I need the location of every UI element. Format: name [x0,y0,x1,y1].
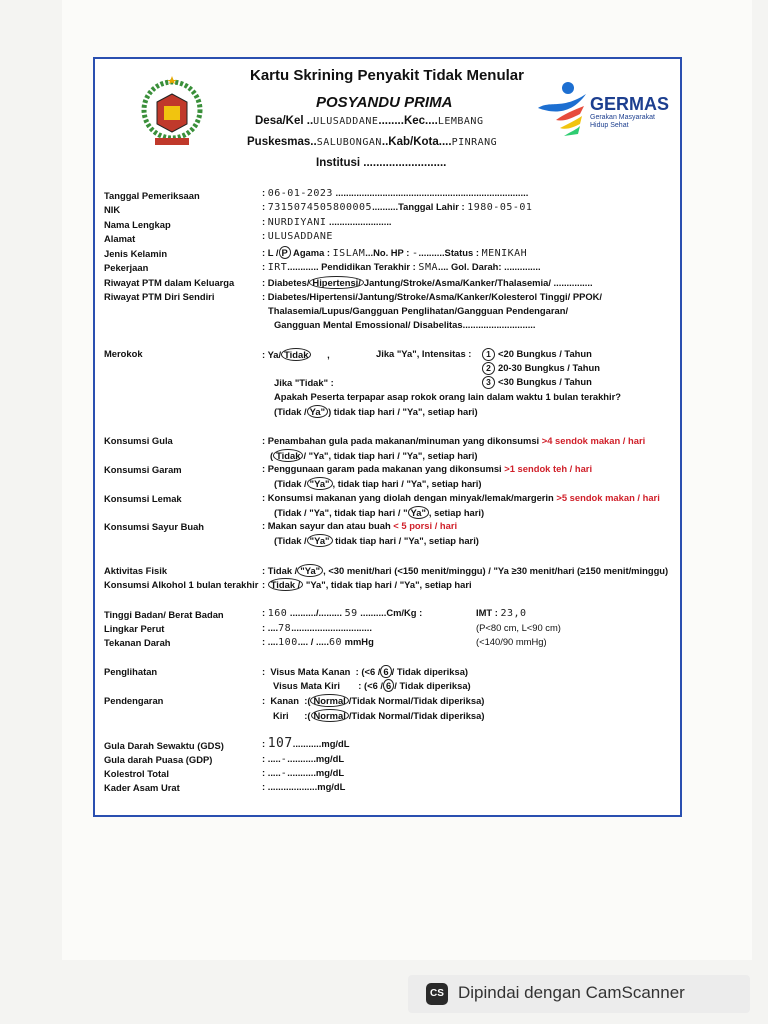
ptm-diri-line1: : Diabetes/Hipertensi/Jantung/Stroke/Asma/Kanker/Kolesterol Tinggi/ PPOK/ [262,291,603,302]
nama-label: Nama Lengkap [104,219,171,230]
konsumsi-garam-answer: (Tidak / "Ya" , tidak tiap hari / "Ya", setiap hari) [274,478,482,489]
aktivitas-label: Aktivitas Fisik [104,565,168,576]
jk-label: Jenis Kelamin [104,248,168,259]
merokok-answer: : Ya/ Tidak , [262,349,330,360]
aktivitas-answer: : Tidak / "Ya" , <30 menit/hari (<150 menit/minggu) / "Ya ≥30 menit/hari (≥150 menit/minggu) [262,565,669,576]
visus-kiri: Visus Mata Kiri : (<6 / 6 / Tidak diperiksa) [273,680,471,691]
asam-urat-label: Kader Asam Urat [104,782,180,793]
germas-tagline: Gerakan Masyarakat Hidup Sehat [590,114,655,129]
konsumsi-gula-answer: ( Tidak / "Ya", tidak tiap hari / "Ya", setiap hari) [270,450,478,461]
konsumsi-garam-question: : Penggunaan garam pada makanan yang dikonsumsi >1 sendok teh / hari [262,463,593,474]
ptm-keluarga-label: Riwayat PTM dalam Keluarga [104,277,235,288]
card-subtitle: POSYANDU PRIMA [316,94,453,111]
kabkota-value: PINRANG [451,137,498,148]
puskesmas-value: SALUBONGAN [316,137,382,148]
td-field: : ....100.... / .....60 mmHg [262,636,374,648]
ptm-diri-line3: Gangguan Mental Emossional/ Disabelitas............................ [274,319,536,330]
ptm-keluarga-field: : Diabetes/ Hipertensi/ Jantung/Stroke/Asma/Kanker/Thalasemia/ ............... [262,277,593,288]
visus-kanan: : Visus Mata Kanan : (<6 / 6 / Tidak diperiksa) [262,666,469,677]
imt-field: IMT : 23,0 [476,607,527,619]
merokok-opt1: 1 <20 Bungkus / Tahun [482,348,592,361]
tanggal-label: Tanggal Pemeriksaan [104,190,200,201]
merokok-question: Apakah Peserta terpapar asap rokok orang lain dalam waktu 1 bulan terakhir? [274,391,621,402]
nama-field: : NURDIYANI ........................ [262,216,392,228]
konsumsi-sayur-label: Konsumsi Sayur Buah [104,521,205,532]
konsumsi-lemak-question: : Konsumsi makanan yang diolah dengan minyak/lemak/margerin >5 sendok makan / hari [262,492,660,503]
pendengaran-label: Pendengaran [104,695,164,706]
desa-value: ULUSADDANE [313,116,379,127]
tb-bb-label: Tinggi Badan/ Berat Badan [104,609,224,620]
gds-label: Gula Darah Sewaktu (GDS) [104,740,224,751]
merokok-jika-tidak: Jika "Tidak" : [274,377,334,388]
camscanner-text: Dipindai dengan CamScanner [458,983,685,1002]
tanggal-field: : 06-01-2023 .......................................................................... [262,187,529,199]
alamat-field: : ULUSADDANE [262,230,333,242]
merokok-passive-answer: (Tidak / Ya" ) tidak tiap hari / "Ya", setiap hari) [274,406,478,417]
td-note: (<140/90 mmHg) [476,636,547,647]
kec-value: LEMBANG [437,116,484,127]
lp-field: : ....78............................... [262,622,372,634]
regional-emblem-icon [137,72,207,152]
konsumsi-sayur-question: : Makan sayur dan atau buah < 5 porsi / hari [262,520,458,531]
alkohol-label: Konsumsi Alkohol 1 bulan terakhir [104,579,259,590]
td-label: Tekanan Darah [104,637,171,648]
jk-field: : L / P Agama : ISLAM...No. HP : -..........Status : MENIKAH [262,247,528,259]
merokok-opt3: 3 <30 Bungkus / Tahun [482,376,592,389]
kolestrol-field: : .....-...........mg/dL [262,767,345,779]
asam-urat-field: : ...................mg/dL [262,781,346,792]
merokok-opt2: 2 20-30 Bungkus / Tahun [482,362,600,375]
tb-bb-field: : 160 ........../......... 59 ..........Cm/Kg : [262,607,423,619]
pekerjaan-field: : IRT............ Pendidikan Terakhir : SMA.... Gol. Darah: .............. [262,261,541,273]
konsumsi-gula-label: Konsumsi Gula [104,435,173,446]
institusi-row: Institusi .......................... [316,157,447,169]
gds-field: : 107...........mg/dL [262,736,350,751]
pendengaran-kanan: : Kanan :( Normal /Tidak Normal/Tidak diperiksa) [262,695,485,706]
merokok-label: Merokok [104,348,143,359]
germas-logo-icon [536,80,588,138]
gdp-label: Gula darah Puasa (GDP) [104,754,213,765]
konsumsi-lemak-label: Konsumsi Lemak [104,493,182,504]
konsumsi-sayur-answer: (Tidak / "Ya" tidak tiap hari / "Ya", setiap hari) [274,535,479,546]
ptm-diri-label: Riwayat PTM Diri Sendiri [104,291,215,302]
kolestrol-label: Kolestrol Total [104,768,169,779]
lp-label: Lingkar Perut [104,623,165,634]
nik-label: NIK [104,204,121,215]
ptm-diri-line2: Thalasemia/Lupus/Gangguan Penglihatan/Gangguan Pendengaran/ [268,305,569,316]
camscanner-icon: CS [426,983,448,1005]
penglihatan-label: Penglihatan [104,666,158,677]
merokok-jika-ya: Jika "Ya", Intensitas : [376,348,472,359]
pendengaran-kiri: Kiri :( Normal /Tidak Normal/Tidak diperiksa) [273,710,485,721]
germas-wordmark: GERMAS [590,94,670,114]
lp-note: (P<80 cm, L<90 cm) [476,622,561,633]
alamat-label: Alamat [104,233,136,244]
pekerjaan-label: Pekerjaan [104,262,149,273]
puskesmas-row: Puskesmas..SALUBONGAN..Kab/Kota....PINRANG [247,136,498,148]
nik-field: : 7315074505800005..........Tanggal Lahir : 1980-05-01 [262,201,533,213]
gdp-field: : .....-...........mg/dL [262,753,345,765]
alkohol-answer: : Tidak / "Ya", tidak tiap hari / "Ya", setiap hari [262,579,472,590]
konsumsi-garam-label: Konsumsi Garam [104,464,182,475]
card-title: Kartu Skrining Penyakit Tidak Menular [250,67,524,84]
konsumsi-gula-question: : Penambahan gula pada makanan/minuman yang dikonsumsi >4 sendok makan / hari [262,435,646,446]
desa-row: Desa/Kel ..ULUSADDANE........Kec....LEMBANG [255,115,484,127]
konsumsi-lemak-answer: (Tidak / "Ya", tidak tiap hari / " Ya" , setiap hari) [274,507,485,518]
